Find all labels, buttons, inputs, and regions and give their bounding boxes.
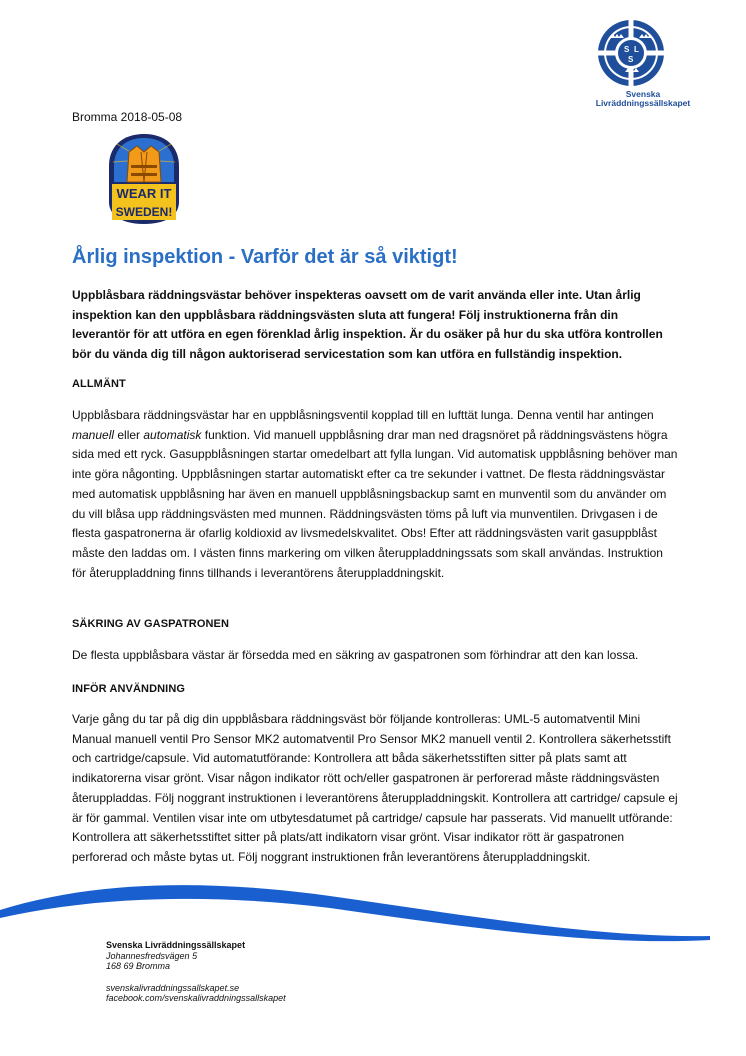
footer-street: Johannesfredsvägen 5 [106,950,198,961]
document-title: Årlig inspektion - Varför det är så viktigt! [72,246,458,268]
section-heading-infor: INFÖR ANVÄNDNING [72,683,186,695]
footer-org-name: Svenska Livräddningssällskapet [106,940,246,950]
org-name-header [583,90,703,108]
footer-address [106,940,286,1004]
body-text: funktion. Vid manuell uppblåsning drar man ned dragsnöret på räddningsvästens högra sida med ett ryck. Gasuppblåsningen startar omedelbart att fylla lungan. Vid automatisk uppblåsning behöver man inte göra någonting. Uppblåsningen startar automatiskt efter ca tre sekunder i vattnet. De flesta räddningsvästar med automatisk uppblåsning har även en manuell uppblåsningsbackup samt en munventil som du använder om du vill blåsa upp räddningsvästen med munnen. Räddningsvästen töms på luft via munventilen. Drivgasen i de flesta gaspatronerna är ofarlig koldioxid av livsmedelskvalitet. Obs! Efter att räddningsvästen varit gasuppblåst måste den laddas om. I västen finns markering om vilken återuppladdningssats som skall användas. Instruktion för återuppladdning finns tillhands i leverantörens återuppladdningskit. [72,427,678,580]
footer-facebook-link[interactable]: facebook.com/svenskalivraddningssallskapet [106,993,286,1003]
section-body-allmant [72,406,678,583]
sls-logo [596,18,666,88]
section-heading-sakring: SÄKRING AV GASPATRONEN [72,618,230,630]
body-text: eller [114,427,144,442]
org-name-line-1: Svenska [625,89,661,99]
logo-letter-3: S [628,55,634,64]
org-name-line-2: Livräddningssällskapet [595,98,691,108]
wear-logo-line-1: WEAR IT [116,186,172,201]
emphasis-automatisk: automatisk [143,427,202,442]
footer-website-link[interactable]: svenskalivraddningssallskapet.se [106,982,240,993]
body-text: Uppblåsbara räddningsvästar har en uppblåsningsventil kopplad till en lufttät lunga. Denna ventil har antingen [72,408,654,422]
intro-paragraph: Uppblåsbara räddningsvästar behöver inspekteras oavsett om de varit använda eller inte. Utan årlig inspektion kan den uppblåsbara räddningsvästen sluta att fungera! Följ instruktionerna från din leverantör för att utföra en egen förenklad årlig inspektion. Är du osäker på hur du ska utföra kontrollen bör du vända dig till någon auktoriserad servicestation som kan utföra en fullständig inspektion. [72,288,663,362]
logo-letter-1: S [624,45,630,54]
section-body-infor: Varje gång du tar på dig din uppblåsbara räddningsväst bör följande kontrolleras: UML-5 automatventil Mini Manual manuell ventil Pro Sensor MK2 automatventil Pro Sensor MK2 manuell ventil 2. Kontrollera säkerhetsstift och cartridge/capsule. Vid automatutförande: Kontrollera att båda säkerhetsstiften sitter på plats samt att indikatorerna visar grönt. Visar någon indikator rött och/eller gaspatronen är perforerad måste räddningsvästen återuppladdas. Följ noggrant instruktionen i leverantörens återuppladdningskit. Kontrollera att cartridge/ capsule ej är för gammal. Ventilen visar inte om utbytesdatumet på cartridge/ capsule har passerats. Vid manuellt utförande: Kontrollera att säkerhetsstiftet sitter på plats/att indikatorn visar grönt. Visar indikator rött är gaspatronen perforerad och måste bytas ut. Följ noggrant instruktionen från leverantörens återuppladdningskit. [72,712,678,864]
section-heading-allmant: ALLMÄNT [72,378,126,390]
wear-logo-line-2: SWEDEN! [115,205,173,219]
footer-postal: 168 69 Bromma [106,961,171,971]
emphasis-manuell: manuell [72,427,115,442]
wear-it-sweden-logo [107,132,181,226]
section-body-sakring: De flesta uppblåsbara västar är försedda med en säkring av gaspatronen som förhindrar att den kan lossa. [72,648,639,662]
place-date: Bromma 2018-05-08 [72,110,183,124]
logo-letter-2: L [634,45,639,54]
